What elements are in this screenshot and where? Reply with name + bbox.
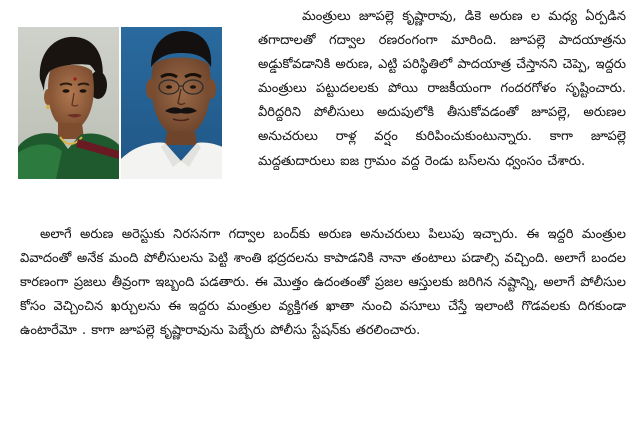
woman-portrait-photo: [18, 27, 119, 179]
article-paragraph-2: అలాగే అరుణ అరెస్టుకు నిరసనగా గద్వాల బంద్‌కు అరుణ అనుచరులు పిలుపు ఇచ్చారు. ఈ ఇద్దరి మంత్రుల వివాదంతో అనేక మంది పోలీసులను పెట్టి శాంతి భద్రదలను కాపాడనికి నానా తంటాలు పడాల్సి వచ్చింది. అలాగే బందల కారణంగా ప్రజలు తీవ్రంగా ఇబ్బంది పడతారు. ఈ మొత్తం ఉదంతంతో ప్రజల ఆస్తులకు జరిగిన నష్టాన్ని, అలాగే పోలీసుల కోసం వెచ్చించిన ఖర్చులను ఈ ఇద్దరు మంత్రుల వ్యక్తిగత ఖాతా నుంచి వసూలు చేస్తే ఇలాంటి గొడవలకు దిగకుండా ఉంటారేమో . కాగా జూపల్లె కృష్ణారావును పెబ్బేరు పోలీసు స్టేషన్‌కు తరలించారు.: [20, 227, 626, 339]
man-portrait-photo: [121, 27, 222, 179]
article-paragraph-1: మంత్రులు జూపల్లె కృష్ణారావు, డికె అరుణ ల మధ్య ఏర్పడిన తగాదాలతో గద్వాల రణరంగంగా మారింది. జూపల్లె పాదయాత్రను అడ్డుకోవడానికి అరుణ, ఎట్టి పరిస్థితిలో పాదయాత్ర చేస్తానని చెప్పె, ఇద్దరు మంత్రులు పట్టుదలలకు పోయి రాజకీయంగా గందరగోళం సృష్టించారు. వీరిద్దరిని పోలీసులు అదుపులోకి తీసుకోవడంతో జూపల్లె, అరుణల అనుచరులు రాళ్ల వర్షం కురిపించుకుంటున్నారు. కాగా జూపల్లె మద్దతుదారులు ఐజ గ్రామం వద్ద రెండు బస్‌లను ధ్వంసం చేశారు.: [258, 9, 626, 169]
